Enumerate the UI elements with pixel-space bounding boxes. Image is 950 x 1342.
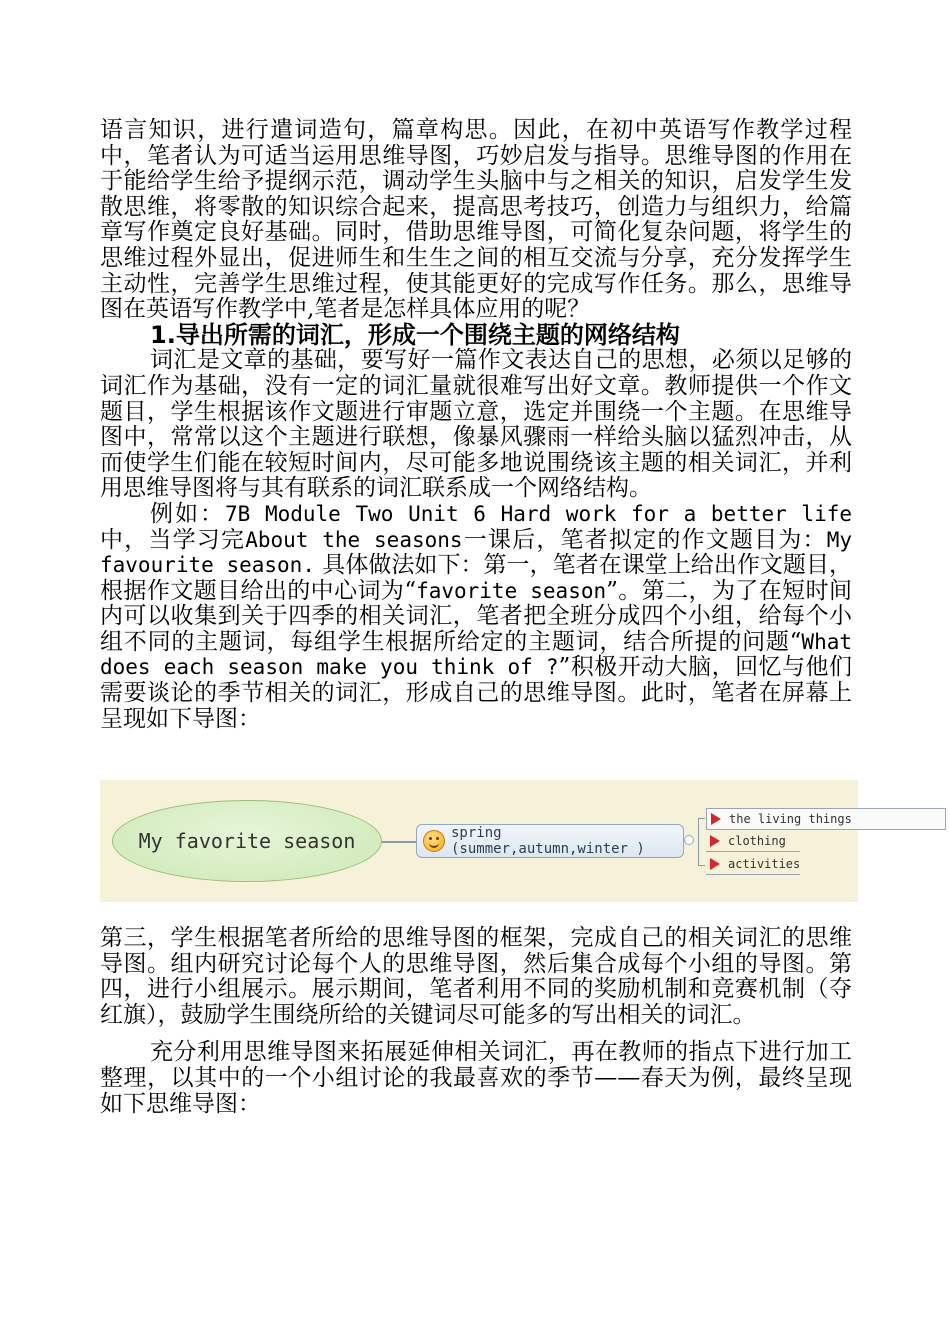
module-title: 7B Module Two Unit 6 Hard work for a better life [225, 501, 852, 526]
season-node [416, 824, 684, 858]
branch-living-things [706, 808, 946, 830]
branch-clothing [706, 831, 800, 852]
closing-paragraph: 充分利用思维导图来拓展延伸相关词汇，再在教师的指点下进行加工整理，以其中的一个小组讨论的我最喜欢的季节——春天为例，最终呈现如下思维导图： [100, 1039, 852, 1117]
essay-title: My favourite season. [100, 527, 853, 578]
central-topic: My favorite season [112, 800, 382, 882]
example-text-2: 一课后，笔者拟定的作文题目为： [462, 526, 827, 553]
lower-text [100, 926, 852, 1117]
branch-label: clothing [728, 834, 786, 848]
red-flag-icon [711, 813, 721, 825]
keyword: favorite season [416, 578, 607, 603]
example-prefix: 例如： [150, 500, 226, 527]
branch-label: the living things [729, 812, 852, 826]
red-flag-icon [710, 835, 720, 847]
intro-paragraph: 语言知识，进行遣词造句，篇章构思。因此，在初中英语写作教学过程中，笔者认为可适当运用思维导图，巧妙启发与指导。思维导图的作用在于能给学生给予提纲示范，调动学生头脑中与之相关的知识，启发学生发散思维，将零散的知识综合起来，提高思考技巧，创造力与组织力，给篇章写作奠定良好基础。同时，借助思维导图，可简化复杂问题，将学生的思维过程外显出，促进师生和生生之间的相互交流与分享，充分发挥学生主动性，完善学生思维过程，使其能更好的完成写作任务。那么，思维导图在英语写作教学中,笔者是怎样具体应用的呢？ [100, 117, 852, 323]
red-flag-icon [710, 858, 720, 870]
example-text-1: 中，当学习完 [100, 526, 246, 553]
example-text-4: ”。第二，为了在短时间内可以收集到关于四季的相关词汇，笔者把全班分成四个小组，给每个小组不同的主题词，每组学生根据所给定的主题词，结合所提的问题“ [100, 577, 852, 655]
lesson-title: About the seasons [245, 527, 463, 552]
question: What does each season make you think of ? [100, 629, 852, 680]
branch-label: activities [728, 857, 801, 871]
example-text-5: ”积极开动大脑，回忆与他们需要谈论的季节相关的词汇，形成自己的思维导图。此时，笔者在屏幕上呈现如下导图： [100, 654, 852, 732]
smiley-icon [423, 830, 445, 852]
example-text-3: 具体做法如下：第一，笔者在课堂上给出作文题目，根据作文题目给出的中心词为“ [100, 552, 852, 604]
example-paragraph [100, 502, 852, 732]
upper-text [100, 118, 852, 732]
season-node-label: spring (summer,autumn,winter ) [451, 825, 645, 857]
connector-line [382, 841, 418, 843]
steps-paragraph: 第三，学生根据笔者所给的思维导图的框架，完成自己的相关词汇的思维导图。组内研究讨论每个人的思维导图，然后集合成每个小组的导图。第四，进行小组展示。展示期间，笔者利用不同的奖励机制和竞赛机制（夺红旗），鼓励学生围绕所给的关键词尽可能多的写出相关的词汇。 [100, 925, 852, 1028]
mind-map-figure [100, 780, 858, 902]
branch-bracket [698, 818, 705, 866]
branch-activities [706, 854, 800, 875]
collapse-dot-icon [684, 835, 694, 845]
vocabulary-paragraph: 词汇是文章的基础，要写好一篇作文表达自己的思想，必须以足够的词汇作为基础，没有一定的词汇量就很难写出好文章。教师提供一个作文题目，学生根据该作文题进行审题立意，选定并围绕一个主题。在思维导图中，常常以这个主题进行联想，像暴风骤雨一样给头脑以猛烈冲击，从而使学生们能在较短时间内，尽可能多地说围绕该主题的相关词汇，并利用思维导图将与其有联系的词汇联系成一个网络结构。 [100, 347, 852, 502]
section-heading: 1.导出所需的词汇，形成一个围绕主题的网络结构 [150, 320, 680, 349]
